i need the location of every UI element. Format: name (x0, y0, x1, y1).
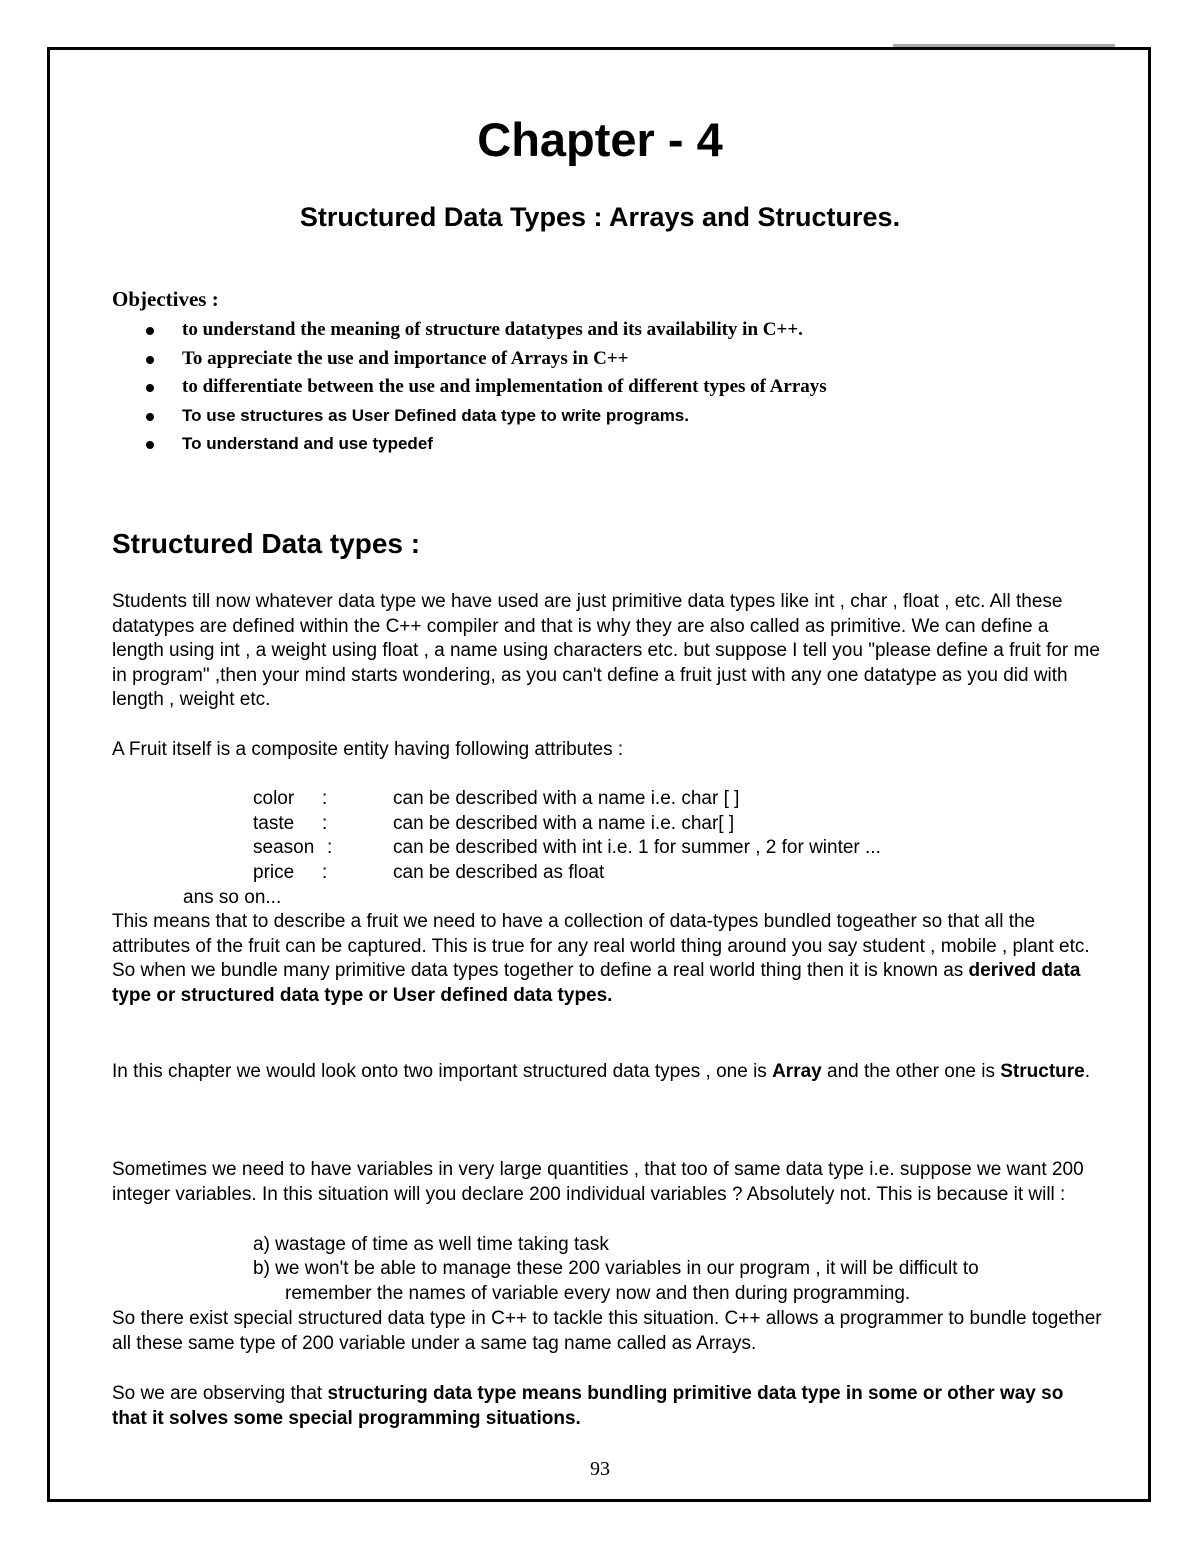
bullet-icon (146, 441, 154, 449)
attribute-name: color (253, 788, 295, 809)
fruit-line: A Fruit itself is a composite entity having following attributes : (112, 739, 624, 760)
observe-text: So we are observing that (112, 1383, 328, 1404)
objective-item (112, 316, 827, 345)
bullet-icon (146, 384, 154, 392)
observe-emphasis: structuring data type means bundling primitive data type in some or other way so that it solves some special programming situations. (112, 1383, 1064, 1429)
objective-item (112, 373, 827, 402)
objective-item (112, 430, 827, 459)
reason-item: b) we won't be able to manage these 200 variables in our program , it will be difficult to (253, 1258, 979, 1279)
array-term: Array (772, 1061, 822, 1082)
and-so-on: ans so on... (183, 887, 282, 908)
objective-item (112, 345, 827, 374)
chapter-text: . (1084, 1061, 1090, 1082)
large-quantity-paragraph: Sometimes we need to have variables in very large quantities , that too of same data type i.e. suppose we want 200 integer variables. In this situation will you declare 200 individual variables ? Absolutely not. This is because it will : (112, 1159, 1084, 1205)
chapter-title: Chapter - 4 (477, 113, 723, 166)
derived-text: This means that to describe a fruit we need to have a collection of data-types bundled togeather so that all the attributes of the fruit can be captured. This is true for any real world thing around you say student , mobile , plant etc. So when we bundle many primitive data types together to define a real world thing then it is known as (112, 911, 1090, 982)
arrays-paragraph: So there exist special structured data type in C++ to tackle this situation. C++ allows a programmer to bundle together all these same type of 200 variable under a same tag name called as Arrays. (112, 1308, 1102, 1354)
structure-term: Structure (1000, 1061, 1085, 1082)
section-heading: Structured Data types : (112, 528, 421, 559)
objective-item (112, 402, 827, 431)
chapter-subtitle: Structured Data Types : Arrays and Structures. (299, 202, 901, 232)
objectives-heading: Objectives : (112, 287, 219, 311)
attribute-desc: can be described with int i.e. 1 for summer , 2 for winter ... (393, 837, 881, 858)
attribute-name: price (253, 862, 295, 883)
objective-text: To appreciate the use and importance of Arrays in C++ (182, 347, 629, 369)
bullet-icon (146, 413, 154, 421)
reason-continuation: remember the names of variable every now and then during programming. (285, 1283, 911, 1304)
page-number: 93 (590, 1458, 610, 1480)
top-rule (893, 44, 1115, 47)
observe-paragraph (112, 1382, 1102, 1431)
chapter-paragraph (112, 1060, 1102, 1085)
intro-paragraph: Students till now whatever data type we have used are just primitive data types like int , char , float , etc. All these datatypes are defined within the C++ compiler and that is why they are also called as primitive. We can define a length using int , a weight using float , a name using characters etc. but suppose I tell you "please define a fruit for me in program" ,then your mind starts wondering, as you can't define a fruit just with any one datatype as you did with length , weight etc. (112, 591, 1100, 711)
attribute-name: taste (253, 813, 295, 834)
reason-item: a) wastage of time as well time taking task (253, 1234, 609, 1255)
objective-text: To use structures as User Defined data type to write programs. (182, 405, 689, 425)
chapter-text: In this chapter we would look onto two important structured data types , one is (112, 1061, 773, 1082)
chapter-text: and the other one is (821, 1061, 1001, 1082)
attribute-sep: : (322, 813, 328, 834)
derived-paragraph (112, 910, 1102, 1008)
attribute-name: season (253, 837, 315, 858)
attribute-desc: can be described as float (393, 862, 605, 883)
bullet-icon (146, 356, 154, 364)
objective-text: To understand and use typedef (182, 434, 433, 453)
bullet-icon (146, 327, 154, 335)
attribute-desc: can be described with a name i.e. char [ ] (393, 788, 740, 809)
derived-emphasis: derived data type or structured data type or User defined data types. (112, 960, 1081, 1006)
objective-text: to understand the meaning of structure datatypes and its availability in C++. (182, 319, 803, 340)
attribute-sep: : (322, 788, 328, 809)
attribute-sep: : (322, 862, 328, 883)
attribute-sep: : (327, 837, 333, 858)
attribute-desc: can be described with a name i.e. char[ ] (393, 813, 735, 834)
objectives-list (112, 316, 827, 459)
objective-text: to differentiate between the use and implementation of different types of Arrays (182, 376, 827, 397)
